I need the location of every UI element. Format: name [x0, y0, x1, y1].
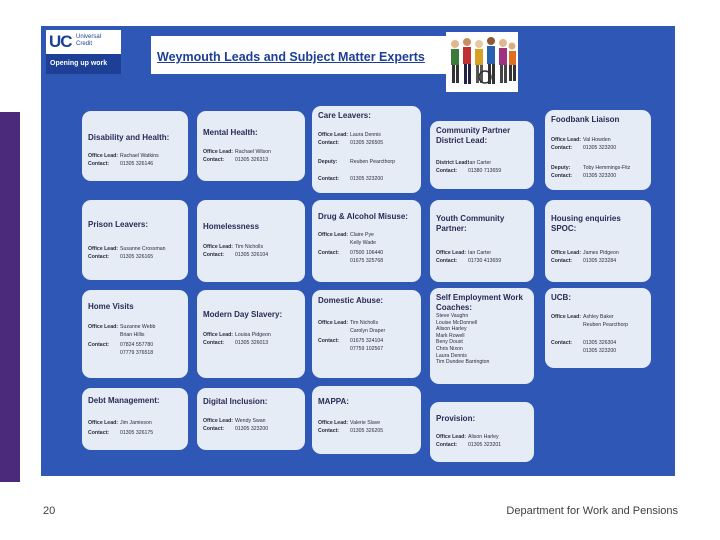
- card-title: Home Visits: [88, 302, 134, 311]
- card-title: Self Employment Work Coaches:: [436, 293, 523, 312]
- card-digital-inclusion: [197, 388, 305, 450]
- slide-title-box: [151, 36, 449, 74]
- card-title: Foodbank Liaison: [551, 115, 620, 124]
- label: Contact:: [203, 157, 225, 163]
- value: Ashley Baker: [583, 314, 614, 320]
- value: 01305 323201: [468, 442, 502, 448]
- value: Tim Nicholls: [350, 320, 379, 326]
- label: Contact:: [318, 428, 340, 434]
- value: 01305 326505: [350, 140, 384, 146]
- label: Office Lead:: [88, 324, 118, 330]
- value: James Pidgeon: [583, 250, 619, 256]
- card-title: Drug & Alcohol Misuse:: [318, 212, 408, 221]
- card-mental-health: [197, 111, 305, 181]
- label: Contact:: [318, 338, 340, 344]
- value: 01675 325768: [350, 258, 384, 264]
- label: Office Lead:: [436, 250, 466, 256]
- card-prison-leavers: [82, 200, 188, 280]
- value: 01305 326175: [120, 430, 154, 436]
- card-title: Youth Community Partner:: [436, 214, 505, 233]
- label: Office Lead:: [203, 332, 233, 338]
- label: Contact:: [436, 168, 458, 174]
- value: Reuben Pearcthorp: [583, 322, 628, 328]
- label: Office Lead:: [203, 149, 233, 155]
- value: 01305 323200: [583, 348, 617, 354]
- value: Claire Pye: [350, 232, 374, 238]
- label: Contact:: [203, 426, 225, 432]
- value: 07779 376518: [120, 350, 154, 356]
- list-item: Tim Dundee Barrington: [436, 359, 490, 366]
- card-title: Domestic Abuse:: [318, 296, 384, 305]
- value: Rachael Wilson: [235, 149, 272, 155]
- card-community-partner: [430, 121, 534, 189]
- value: 01305 326205: [350, 428, 384, 434]
- footer-department: Department for Work and Pensions: [506, 505, 678, 517]
- card-care-leavers: [312, 106, 421, 193]
- value: Kelly Wade: [350, 240, 377, 246]
- value: Jim Jamieson: [120, 420, 152, 426]
- card-title: Provision:: [436, 414, 476, 423]
- value: Susanne Crossman: [120, 246, 166, 252]
- label: Contact:: [551, 340, 573, 346]
- value: Louisa Pidgeon: [235, 332, 271, 338]
- label: Contact:: [88, 430, 110, 436]
- list-item: Laura Dennis: [436, 352, 467, 359]
- label: Office Lead:: [203, 244, 233, 250]
- card-modern-day-slavery: [197, 290, 305, 378]
- card-title: MAPPA:: [318, 397, 349, 406]
- value: 01305 326165: [120, 254, 154, 260]
- value: Val Howden: [583, 137, 611, 143]
- label: Deputy:: [318, 159, 338, 165]
- label: Contact:: [318, 140, 340, 146]
- value: Tim Nicholls: [235, 244, 264, 250]
- logo-tagline: Opening up work: [46, 54, 121, 74]
- card-title: Disability and Health:: [88, 133, 170, 142]
- card-domestic-abuse: [312, 290, 421, 378]
- slide-title: Weymouth Leads and Subject Matter Experts: [157, 50, 425, 64]
- label: Office Lead:: [436, 434, 466, 440]
- people-group-icon: [446, 32, 518, 92]
- label: Office Lead:: [88, 246, 118, 252]
- value: 01305 326304: [583, 340, 617, 346]
- label: Contact:: [203, 252, 225, 258]
- value: 01305 323284: [583, 258, 617, 264]
- card-title: Debt Management:: [88, 396, 160, 405]
- card-debt-management: [82, 388, 188, 450]
- label: Contact:: [88, 254, 110, 260]
- list-item: Mark Rowell: [436, 332, 465, 339]
- label: Contact:: [318, 176, 340, 182]
- card-housing-spoc: [545, 200, 651, 282]
- label: Office Lead:: [318, 320, 348, 326]
- value: 01305 323200: [583, 145, 617, 151]
- card-youth-community: [430, 200, 534, 282]
- label: Contact:: [203, 340, 225, 346]
- list-item: Steve Vaughn: [436, 313, 469, 319]
- card-self-employment: [430, 288, 534, 384]
- card-title: Care Leavers:: [318, 111, 371, 120]
- card-provision: [430, 402, 534, 462]
- value: 07759 102567: [350, 346, 384, 352]
- value: 01305 326313: [235, 157, 269, 163]
- universal-credit-logo: [46, 30, 121, 74]
- value: Suzanne Webb: [120, 324, 156, 330]
- left-accent-bar: [0, 112, 20, 482]
- label: Contact:: [551, 258, 573, 264]
- card-drug-alcohol: [312, 200, 421, 282]
- value: Toby Hemmings-Fitz: [583, 165, 631, 171]
- label: Contact:: [551, 173, 573, 179]
- value: 01730 413659: [468, 258, 502, 264]
- value: 01305 326013: [235, 340, 269, 346]
- label: Office Lead:: [551, 137, 581, 143]
- value: Carolyn Draper: [350, 328, 386, 334]
- label: Office Lead:: [88, 153, 118, 159]
- label: Office Lead:: [551, 250, 581, 256]
- value: Rachael Watkins: [120, 153, 159, 159]
- list-item: Louise McDonnell: [436, 319, 478, 326]
- value: Reuben Pearcthorp: [350, 159, 395, 165]
- card-homelessness: [197, 200, 305, 282]
- value: 01380 713659: [468, 168, 502, 174]
- label: Office Lead:: [318, 420, 348, 426]
- list-item: Chris Nixon: [436, 345, 463, 352]
- label: Contact:: [88, 161, 110, 167]
- label: District Lead:: [436, 160, 470, 166]
- label: Contact:: [551, 145, 573, 151]
- label: Office Lead:: [318, 232, 348, 238]
- card-title: Digital Inclusion:: [203, 397, 268, 406]
- card-title: UCB:: [551, 293, 571, 302]
- value: 01675 324104: [350, 338, 384, 344]
- card-title: Housing enquiries SPOC:: [551, 214, 621, 233]
- value: Wendy Swan: [235, 418, 266, 424]
- logo-wordmark: Universal Credit: [76, 34, 102, 47]
- value: Ian Carter: [468, 160, 492, 166]
- label: Office Lead:: [88, 420, 118, 426]
- card-title: Homelessness: [203, 222, 260, 231]
- card-disability-health: [82, 111, 188, 181]
- label: Contact:: [318, 250, 340, 256]
- value: 07500 106440: [350, 250, 384, 256]
- value: Alison Harley: [468, 434, 499, 440]
- value: 07824 557780: [120, 342, 154, 348]
- label: Contact:: [88, 342, 110, 348]
- card-title: Community Partner District Lead:: [436, 126, 511, 145]
- value: 01305 323200: [583, 173, 617, 179]
- people-illustration: [446, 32, 518, 92]
- list-item: Alison Harley: [436, 326, 467, 333]
- card-foodbank-liaison: [545, 110, 651, 190]
- value: 01305 323200: [350, 176, 384, 182]
- label: Contact:: [436, 258, 458, 264]
- value: Brian Hillis: [120, 332, 145, 338]
- list-item: Beny Doust: [436, 339, 463, 346]
- value: Valerie Slave: [350, 420, 381, 426]
- value: 01305 326104: [235, 252, 269, 258]
- card-home-visits: [82, 290, 188, 378]
- slide-panel: [41, 26, 675, 476]
- card-title: Modern Day Slavery:: [203, 310, 283, 319]
- value: Laura Dennis: [350, 132, 381, 138]
- card-title: Mental Health:: [203, 128, 258, 137]
- label: Office Lead:: [203, 418, 233, 424]
- value: 01305 326146: [120, 161, 154, 167]
- value: 01305 323200: [235, 426, 269, 432]
- value: Ian Carter: [468, 250, 492, 256]
- label: Deputy:: [551, 165, 571, 171]
- card-title: Prison Leavers:: [88, 220, 149, 229]
- logo-mark: UC: [49, 32, 72, 51]
- card-mappa: [312, 386, 421, 454]
- page-number: 20: [43, 505, 56, 517]
- label: Office Lead:: [551, 314, 581, 320]
- card-ucb: [545, 288, 651, 368]
- label: Office Lead:: [318, 132, 348, 138]
- label: Contact:: [436, 442, 458, 448]
